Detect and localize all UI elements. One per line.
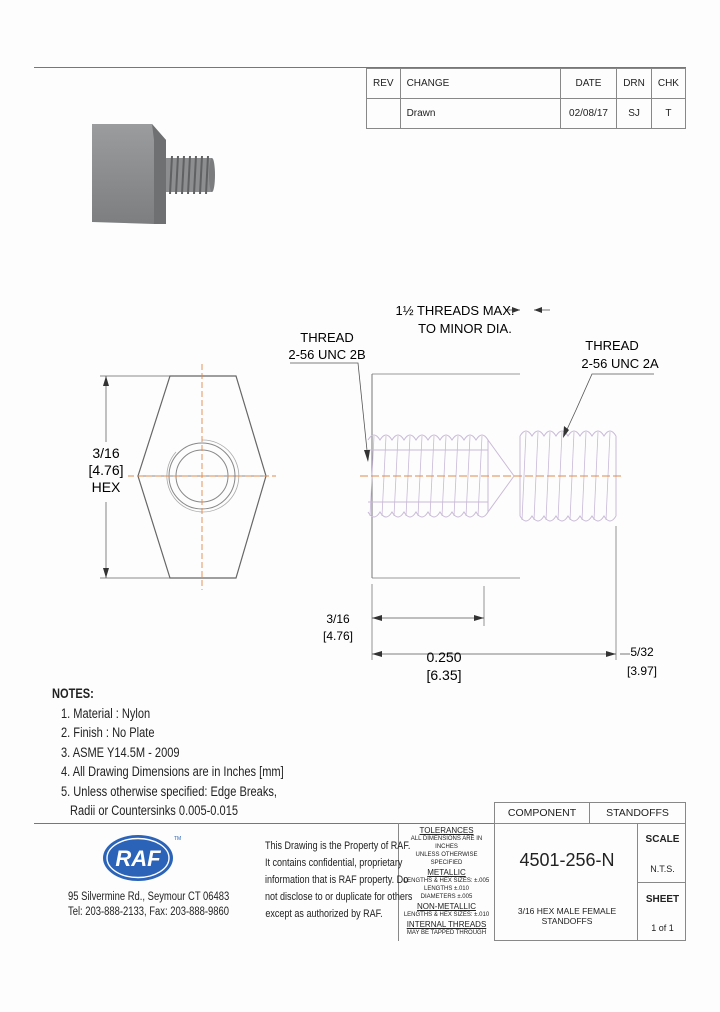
stud-dim-label1: 5/32 (630, 645, 654, 659)
component-value: STANDOFFS (606, 807, 669, 819)
body-dim-label1: 3/16 (326, 612, 350, 626)
component-value-cell (589, 802, 686, 824)
raf-logo (100, 832, 180, 884)
note-item: 2. Finish : No Plate (61, 725, 155, 740)
company-address (68, 890, 265, 920)
notes-title: NOTES: (52, 686, 94, 701)
scale-value: N.T.S. (650, 864, 675, 874)
chk-cell: T (651, 99, 685, 129)
drn-cell: SJ (617, 99, 652, 129)
length-dim-label2: [6.35] (426, 667, 462, 683)
property-line: information that is RAF property. Do (264, 874, 409, 886)
part-description: 3/16 HEX MALE FEMALE STANDOFFS (517, 906, 617, 926)
property-notice (252, 838, 413, 923)
note-item: 3. ASME Y14.5M - 2009 (61, 744, 180, 760)
rev-cell (367, 99, 401, 129)
chk-header: CHK (651, 69, 685, 99)
hex-side-3d (152, 124, 166, 224)
notes-section (52, 684, 333, 821)
hex-dim-line1: 3/16 (92, 445, 120, 461)
stud-dim-label2: [3.97] (626, 664, 658, 678)
tolerances-line: UNLESS OTHERWISE SPECIFIED (415, 852, 478, 866)
internal-threads-title: INTERNAL THREADS (406, 920, 487, 929)
svg-text:TM: TM (174, 836, 182, 842)
note-item: 4. All Drawing Dimensions are in Inches [mm] (61, 764, 284, 779)
logo-text: RAF (115, 846, 161, 871)
scale-label: SCALE (645, 834, 680, 845)
tolerances-box (398, 823, 495, 941)
note-item: 1. Material : Nylon (61, 705, 151, 721)
date-cell: 02/08/17 (560, 99, 616, 129)
tolerances-line: LENGTHS ±.010 (424, 886, 469, 892)
male-thread-leader (564, 374, 654, 436)
female-thread-leader (290, 363, 368, 460)
metallic-title: METALLIC (427, 868, 466, 877)
property-line: It contains confidential, proprietary (264, 857, 403, 869)
change-cell: Drawn (400, 99, 560, 129)
component-label-cell (494, 802, 590, 824)
stud-end-3d (209, 158, 215, 192)
scale-cell (637, 823, 686, 883)
tolerances-line: MAY BE TAPPED THROUGH (406, 930, 487, 936)
part-3d-render (80, 118, 220, 230)
thread-max-label1: 1½ THREADS MAX. (395, 303, 515, 318)
property-line: except as authorized by RAF. (265, 908, 383, 920)
note-item: Radii or Countersinks 0.005-0.015 (70, 803, 239, 818)
property-line: not disclose to or duplicate for others (264, 891, 413, 903)
nonmetallic-title: NON-METALLIC (417, 902, 476, 911)
drn-header: DRN (617, 69, 652, 99)
tolerances-line: LENGTHS & HEX SIZES: ±.005 (403, 878, 490, 884)
technical-drawing (0, 290, 720, 710)
sheet-cell (637, 882, 686, 941)
body-dim-label2: [4.76] (322, 629, 354, 643)
property-line: This Drawing is the Property of RAF. (264, 840, 411, 852)
sheet-label: SHEET (645, 894, 680, 905)
female-thread-label1: THREAD (300, 330, 354, 345)
note-item: 5. Unless otherwise specified: Edge Breaks, (61, 783, 277, 799)
rev-header: REV (367, 69, 401, 99)
hex-dim-line3: HEX (91, 479, 121, 495)
tolerances-title: TOLERANCES (419, 826, 474, 835)
revision-row (367, 99, 686, 129)
male-thread (520, 431, 616, 521)
component-label: COMPONENT (507, 807, 577, 819)
date-header: DATE (560, 69, 616, 99)
male-thread-label1: THREAD (585, 338, 639, 353)
hex-dim-line2: [4.76] (88, 462, 124, 478)
thread-max-label2: TO MINOR DIA. (418, 321, 512, 336)
revision-table (366, 68, 686, 129)
address-line: 95 Silvermine Rd., Seymour CT 06483 (68, 891, 230, 903)
tolerances-line: LENGTHS & HEX SIZES: ±.010 (403, 912, 490, 918)
sheet-value: 1 of 1 (651, 923, 674, 933)
tolerances-line: ALL DIMENSIONS ARE IN INCHES (410, 836, 483, 850)
tolerances-line: DIAMETERS ±.005 (420, 894, 473, 900)
revision-header-row (367, 69, 686, 99)
female-thread-label2: 2-56 UNC 2B (288, 347, 366, 362)
phone-line: Tel: 203-888-2133, Fax: 203-888-9860 (68, 906, 229, 918)
part-number-cell (494, 823, 638, 941)
male-thread-label2: 2-56 UNC 2A (581, 356, 659, 371)
length-dim-label1: 0.250 (426, 649, 462, 665)
change-header: CHANGE (400, 69, 560, 99)
part-number: 4501-256-N (519, 850, 615, 870)
